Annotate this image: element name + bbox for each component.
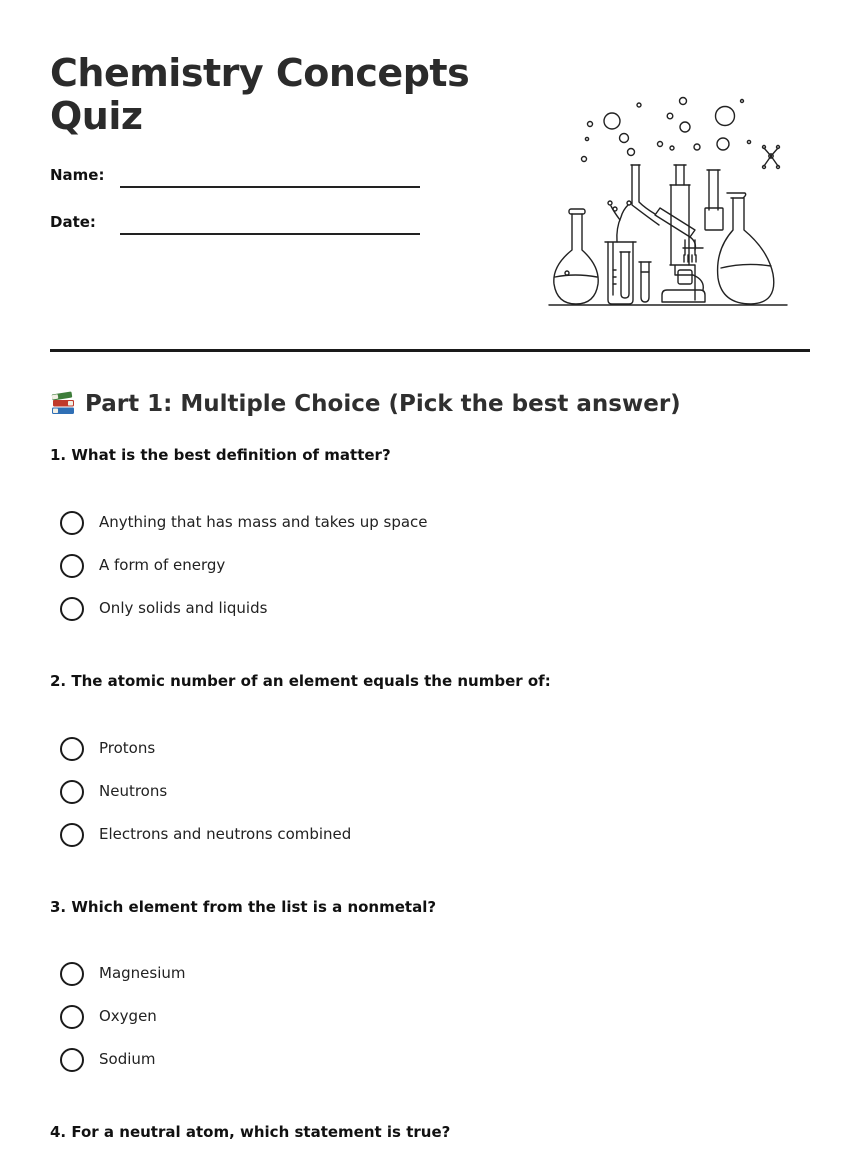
option-label: Neutrons	[99, 782, 168, 800]
books-icon	[50, 390, 78, 416]
question-2-option-c[interactable]	[60, 823, 560, 849]
radio-button[interactable]	[60, 823, 84, 847]
radio-button[interactable]	[60, 597, 84, 621]
date-field[interactable]	[50, 213, 430, 237]
radio-button[interactable]	[60, 554, 84, 578]
radio-button[interactable]	[60, 1048, 84, 1072]
radio-button[interactable]	[60, 737, 84, 761]
question-1-text: 1. What is the best definition of matter?	[50, 446, 391, 464]
question-2-text: 2. The atomic number of an element equals the number of:	[50, 672, 551, 690]
question-1-option-a[interactable]	[60, 511, 560, 537]
title-line-2: Quiz	[50, 94, 143, 138]
radio-button[interactable]	[60, 511, 84, 535]
page-title	[50, 52, 510, 138]
radio-button[interactable]	[60, 780, 84, 804]
option-label: Magnesium	[99, 964, 186, 982]
title-line-1: Chemistry Concepts	[50, 51, 470, 95]
quiz-page	[50, 0, 810, 1161]
question-2-option-b[interactable]	[60, 780, 560, 806]
option-label: Oxygen	[99, 1007, 157, 1025]
question-1-option-b[interactable]	[60, 554, 560, 580]
radio-button[interactable]	[60, 1005, 84, 1029]
part-1-title-text: Part 1: Multiple Choice (Pick the best answer)	[85, 391, 681, 417]
option-label: Sodium	[99, 1050, 156, 1068]
date-input-line[interactable]	[120, 233, 420, 235]
question-3-text: 3. Which element from the list is a nonmetal?	[50, 898, 437, 916]
option-label: Electrons and neutrons combined	[99, 825, 352, 843]
section-divider	[50, 349, 810, 352]
question-2-option-a[interactable]	[60, 737, 560, 763]
option-label: Anything that has mass and takes up space	[99, 513, 428, 531]
option-label: A form of energy	[99, 556, 226, 574]
name-field[interactable]	[50, 166, 430, 190]
radio-button[interactable]	[60, 962, 84, 986]
question-3-option-c[interactable]	[60, 1048, 560, 1074]
name-label: Name:	[50, 166, 105, 184]
question-4-text: 4. For a neutral atom, which statement is true?	[50, 1123, 451, 1141]
option-label: Only solids and liquids	[99, 599, 268, 617]
part-1-title	[50, 388, 681, 420]
date-label: Date:	[50, 213, 96, 231]
chemistry-lab-icon	[545, 90, 795, 315]
question-3-option-b[interactable]	[60, 1005, 560, 1031]
question-3-option-a[interactable]	[60, 962, 560, 988]
question-1-option-c[interactable]	[60, 597, 560, 623]
option-label: Protons	[99, 739, 156, 757]
name-input-line[interactable]	[120, 186, 420, 188]
